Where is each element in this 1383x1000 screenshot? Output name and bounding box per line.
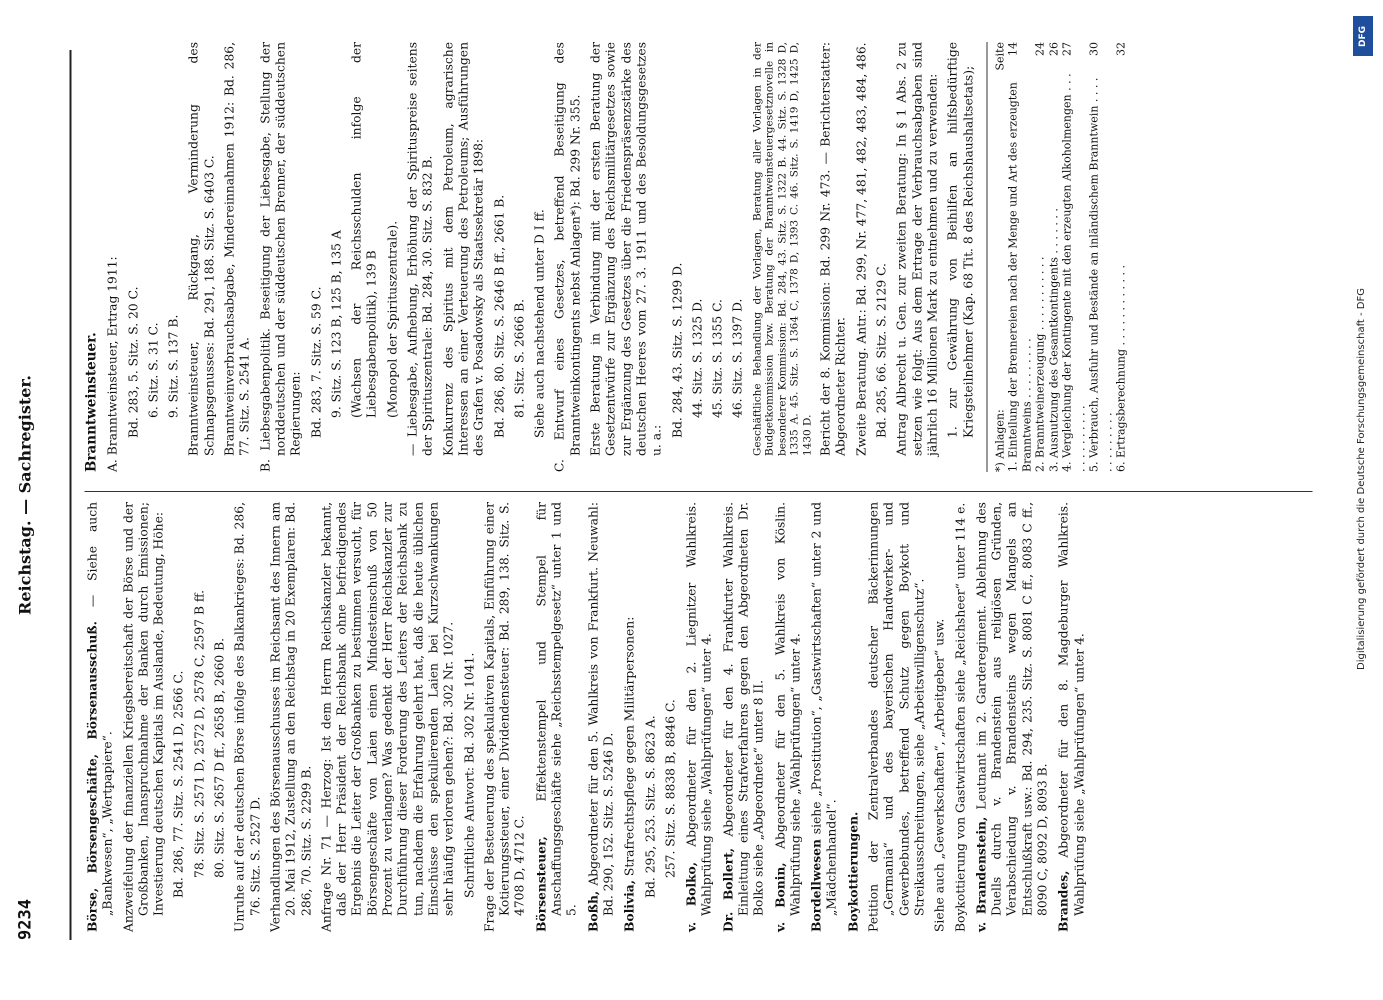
header-rule (70, 50, 72, 940)
entry-text: Abgeordneter für den 5. Wahlkreis von Frankfurt. Neuwahl: Bd. 290, 152. Sitz. S. 5246 D. (586, 502, 616, 916)
entry-text: — Liebesgabe, Aufhebung, Erhöhung der Spirituspreise seitens der Spirituszentrale: Bd. 284, 30. Sitz. S. 832 B. (405, 42, 435, 456)
index-entry (953, 502, 968, 932)
entry-keyword: Bolivia, (621, 879, 637, 932)
entry-keyword: Boykottierungen. (845, 811, 861, 932)
index-entry (192, 502, 207, 932)
index-entry (329, 42, 344, 472)
index-entry (187, 42, 218, 472)
footnote-items (1007, 42, 1129, 472)
index-entry (172, 502, 187, 932)
entry-keyword: Dr. Bollert, (720, 847, 736, 932)
side-credit (1350, 10, 1376, 990)
index-entry (720, 502, 767, 932)
index-entry (684, 502, 716, 932)
entry-text: — Siehe auch „Bankwesen“, „Wertpapiere“. (85, 502, 115, 916)
index-entry (258, 42, 304, 472)
entry-text: A. Branntweinsteuer, Ertrag 1911: (105, 256, 120, 472)
index-entry (690, 42, 705, 472)
index-entry (553, 42, 584, 472)
entry-text: Siehe auch nachstehend unter D I ff. (532, 209, 547, 438)
footnote-title: *) Anlagen: (993, 409, 1007, 472)
entry-text: 46. Sitz. S. 1397 D. (730, 298, 745, 418)
entry-text: 80. Sitz. S. 2657 D ff., 2658 B, 2660 B. (212, 637, 227, 878)
index-entry (106, 42, 121, 472)
index-entry (213, 502, 228, 932)
footnote-item-text: 5. Verbrauch, Ausfuhr und Bestände an inländischem Branntwein . . . . . . . . . . . . . (1087, 77, 1115, 472)
footnote-item-text: 1. Einteilung der Brennereien nach der Menge und Art des erzeugten Branntweins . . . . . . . . . (1006, 82, 1034, 472)
entry-keyword: Boßh, (585, 890, 601, 932)
footnote-item (1088, 42, 1115, 472)
index-entry (589, 42, 665, 472)
footnote-item (1034, 42, 1048, 472)
footnote-seite: Seite (993, 42, 1007, 71)
index-entry (233, 502, 264, 932)
footnote-item (1061, 42, 1088, 472)
index-entry (622, 502, 638, 932)
page-number: 9234 (15, 899, 36, 940)
entry-text: 78. Sitz. S. 2571 D, 2572 D, 2578 C, 2597 B ff. (192, 589, 207, 878)
index-entry (462, 502, 477, 932)
entry-text: Anfrage Nr. 71 — Herzog: Ist dem Herrn Reichskanzler bekannt, daß der Herr Präsident der Reichsbank ohne befriedigendes Ergebnis die Leiter der Großbanken zu bestimmen versucht, für Börsengeschäfte von Laien einen Mindesteinschuß von 50 Prozent zu verlangen? Was gedenkt der Herr Reichskanzler zur Durchführung dieser Forderung des Leiters der Reichsbank zu tun, nachdem die Erfahrung gelehrt hat, daß die heute üblichen Einschüsse den spekulierenden Laien bei Kurzschwankungen sehr häufig verloren gehen?: Bd. 302 Nr. 1027. (319, 502, 456, 932)
index-entry (268, 502, 314, 932)
entry-text: Strafrechtspflege gegen Militärpersonen: (622, 616, 637, 880)
footnote-item-page: 32 (1114, 42, 1128, 56)
entry-text: Bd. 286, 80. Sitz. S. 2646 B ff., 2661 B. (492, 194, 507, 438)
index-entry (441, 42, 487, 472)
index-entry (512, 42, 527, 472)
entry-text: C. Entwurf eines Gesetzes, betreffend Beseitigung des Branntweinkontingents nebst Anlagen*): Bd. 299 Nr. 355. (552, 42, 583, 472)
index-entry (670, 42, 685, 472)
index-entry (533, 502, 580, 932)
index-entry (711, 42, 726, 472)
footnote (986, 42, 1128, 472)
entry-keyword: Bordellwesen (808, 839, 824, 932)
footnote-item-page: 14 (1006, 42, 1020, 56)
entry-text: Siehe auch „Gewerkschaften“, „Arbeitgeber“ usw. (932, 618, 947, 932)
entry-text: Bd. 285, 66. Sitz. S. 2129 C. (874, 263, 889, 438)
section-heading: Branntweinsteuer. (83, 332, 100, 472)
index-entry (772, 502, 804, 932)
index-entry (350, 42, 381, 472)
index-entry (126, 42, 141, 472)
index-entry (643, 502, 658, 932)
dfg-credit-text: Digitalisierung gefördert durch die Deutsche Forschungsgemeinschaft - DFG (1356, 287, 1367, 670)
footnote-item-page: 27 (1060, 42, 1074, 56)
footnote-item-text: 3. Ausnutzung des Gesamtkontingents . . . . . . . (1047, 208, 1061, 472)
footnote-item-text: 4. Vergleichung der Kontingente mit den erzeugten Alkoholmengen . . . . . . . . . . . . . (1060, 73, 1088, 472)
index-entry (933, 502, 948, 932)
entry-text: Zweite Beratung. Antr.: Bd. 299, Nr. 477, 481, 482, 483, 484, 486. (854, 42, 869, 456)
entry-text: 1. zur Gewährung von Beihilfen an hilfsbedürftige Kriegsteilnehmer (Kap. 68 Tit. 8 des Reichshaushaltsetats); (945, 42, 976, 438)
entry-text: Branntweinsteuer, Rückgang, Verminderung des Schnapsgenusses: Bd. 291, 188. Sitz. S. 6403 C. (186, 42, 217, 456)
entry-text: Unruhe auf der deutschen Börse infolge des Balkankrieges: Bd. 286, 76. Sitz. S. 2527 D. (232, 502, 263, 932)
entry-text: 81. Sitz. S. 2666 B. (512, 298, 527, 418)
entry-text: siehe „Prostitution“, „Gastwirtschaften“ unter 2 und „Mädchenhandel“. (809, 502, 839, 916)
entry-text: Abgeordneter für den 5. Wahlkreis von Köslin. Wahlprüfung siehe „Wahlprüfungen“ unter 4. (773, 501, 803, 916)
running-title: Reichstag. — Sachregister. (15, 375, 35, 615)
entry-text: Leutnant im 2. Garderegiment. Ablehnung des Duells durch v. Brandenstein aus religiösen Gründen, Verabschiedung v. Brandensteins wegen Mangels an Entschlußkraft usw.: Bd. 294, 235. Sitz. S. 8081 C ff., 8083 C ff., 8090 C, 8092 D, 8093 B. (974, 502, 1050, 916)
entry-text: Erste Beratung in Verbindung mit der ersten Beratung der Gesetzentwürfe zur Ergänzung des Reichsmilitärgesetzes sowie zur Ergänzung des Gesetzes über die Friedenspräsenzstärke des deutschen Heeres vom 27. 3. 1911 und des Besoldungsgesetzes u. a.: (588, 42, 664, 456)
index-entry (146, 42, 161, 472)
index-entry (309, 42, 324, 472)
entry-text: Petition der Zentralverbandes deutscher Bäckerinnungen „Germania“ und des bayerischen Handwerker- und Gewerbebundes, betreffend Schutz gegen Boykott und Streikausschreitungen, siehe „Arbeitswilligenschutz“. (866, 502, 927, 932)
index-entry (223, 42, 254, 472)
footnote-item-page: 26 (1047, 42, 1061, 56)
entry-text: 6. Sitz. S. 31 C. (146, 322, 161, 418)
rotated-document-page (0, 20, 1383, 980)
index-entry (482, 502, 528, 932)
index-entry (663, 502, 678, 932)
index-entry (751, 42, 814, 472)
index-entry (854, 42, 869, 472)
index-entry (809, 502, 841, 932)
index-entry (819, 42, 850, 472)
entry-keyword: v. Bonin, (772, 862, 788, 932)
right-column (85, 42, 1129, 472)
entry-text: 9. Sitz. S. 123 B, 125 B, 135 A (329, 230, 344, 418)
column-divider (85, 491, 1313, 492)
footnote-item (1115, 42, 1129, 472)
entry-keyword: Börsensteuer, (533, 836, 549, 932)
entry-text: (Monopol der Spirituszentrale). (385, 220, 400, 418)
footnote-item (1047, 42, 1061, 472)
entry-keyword: Börse, Börsengeschäfte, Börsenausschuß. (84, 621, 100, 932)
index-entry (121, 502, 167, 932)
entry-text: Verhandlungen des Börsenausschusses im Reichsamt des Innern am 20. Mai 1912, Zustellung an den Reichstag in 20 Exemplaren: Bd. 286, 70. Sitz. S. 2299 B. (268, 502, 314, 932)
entry-text: Abgeordneter für den 4. Frankfurter Wahlkreis. Einleitung eines Strafverfahrens gegen den Abgeordneten Dr. Bolko siehe „Abgeordnete“ unter 8 II. (721, 502, 766, 916)
entry-text: 9. Sitz. S. 137 B. (166, 314, 181, 418)
entry-text: Bericht der 8. Kommission: Bd. 299 Nr. 473. — Berichterstatter: Abgeordneter Richter. (818, 42, 848, 456)
entry-keyword: Brandes, (1055, 870, 1071, 932)
entry-text: Branntweinverbrauchsabgabe, Mindereinnahmen 1912: Bd. 286, 77. Sitz. S. 2541 A. (222, 42, 252, 456)
index-entry (867, 502, 928, 932)
entry-keyword: v. Brandenstein, (973, 816, 989, 932)
index-entry (845, 502, 861, 932)
entry-text: Geschäftliche Behandlung der Vorlagen, Beratung aller Vorlagen in der Budgetkommission bzw. Beratung der Branntweinsteuergesetznovelle in besonderer Kommission: Bd. 284, 43. Sitz. S. 1322 B. 44. Sitz. S. 1328 D, 1335 A. 45. Sitz. S. 1364 C, 1378 D, 1393 C. 46. Sitz. S. 1419 D, 1425 D, 1430 D. (751, 42, 814, 456)
entry-text: Abgeordneter für den 2. Liegnitzer Wahlkreis. Wahlprüfung siehe „Wahlprüfungen“ unter 4. (684, 502, 714, 916)
index-entry (167, 42, 182, 472)
entry-text: Schriftliche Antwort: Bd. 302 Nr. 1041. (462, 652, 477, 898)
index-entry (731, 42, 746, 472)
entry-text: Frage der Besteuerung des spekulativen Kapitals, Einführung einer Kotierungssteuer, einer Dividendensteuer: Bd. 289, 138. Sitz. S. 4708 D, 4712 C. (482, 502, 527, 932)
entry-text: Bd. 286, 77. Sitz. S. 2541 D, 2566 C. (171, 670, 186, 898)
footnote-item-text: 2. Branntweinerzeugung . . . . . . . . . . . (1033, 256, 1047, 472)
index-entry (895, 42, 941, 472)
entry-text: 45. Sitz. S. 1355 C. (710, 299, 725, 418)
entry-text: Konkurrenz des Spiritus mit dem Petroleum, agrarische Interessen an einer Verteuerung des Petroleums; Ausführungen des Grafen v. Posadowsky als Staatssekretär 1898: (441, 42, 486, 456)
entry-text: Boykottierung von Gastwirtschaften siehe „Reichsheer“ unter 114 e. (953, 502, 968, 932)
entry-text: Abgeordneter für den 8. Magdeburger Wahlkreis. Wahlprüfung siehe „Wahlprüfungen“ unter 4. (1056, 502, 1087, 916)
footnote-item-page: 30 (1087, 42, 1101, 56)
entry-text: Bd. 283, 5. Sitz. S. 20 C. (126, 286, 141, 438)
index-entry (406, 42, 437, 472)
index-entry (85, 502, 117, 932)
entry-text: Antrag Albrecht u. Gen. zur zweiten Beratung: In § 1 Abs. 2 zu setzen wie folgt: Aus dem Ertrage der Verbrauchsabgaben sind jährlich 16 Millionen Mark zu entnehmen und zu verwenden: (894, 42, 940, 456)
index-entry (1056, 502, 1088, 932)
entry-text: (Wachsen der Reichsschulden infolge der Liebesgabenpolitik), 139 B (349, 42, 379, 418)
entry-text: 44. Sitz. S. 1325 D. (690, 298, 705, 418)
index-entry (533, 42, 548, 472)
footnote-item-page: 24 (1033, 42, 1047, 56)
entry-text: Bd. 295, 253. Sitz. S. 8623 A. (643, 715, 657, 898)
left-column (85, 502, 1093, 932)
index-entry (492, 42, 507, 472)
footnote-item-text: 6. Ertragsberechnung . . . . . . . . . . . . (1114, 265, 1128, 472)
entry-text: Bd. 284, 43. Sitz. S. 1299 D. (670, 262, 684, 438)
entry-text: Effektenstempel und Stempel für Anschaffungsgeschäfte siehe „Reichsstempelgesetz“ unter 1 und 5. (534, 502, 579, 916)
dfg-logo: DFG (1353, 16, 1373, 56)
entry-text: B. Liebesgabenpolitik. Beseitigung der Liebesgabe, Stellung der norddeutschen und der süddeutschen Brenner, der süddeutschen Regierungen: (258, 42, 303, 472)
index-entry (319, 502, 457, 932)
index-entry (946, 42, 977, 472)
entry-text: Anzweifelung der finanziellen Kriegsbereitschaft der Börse und der Großbanken, Inanspruchnahme der Banken durch Emissionen; Investierung deutschen Kapitals im Auslande, Bedeutung, Höhe: (121, 502, 166, 932)
entry-text: Bd. 283, 7. Sitz. S. 59 C. (309, 286, 324, 438)
entry-keyword: v. Bolko, (683, 861, 699, 932)
index-entry (585, 502, 617, 932)
page-header (16, 50, 56, 940)
index-entry (385, 42, 400, 472)
index-entry (973, 502, 1050, 932)
footnote-item (1007, 42, 1034, 472)
index-entry (875, 42, 890, 472)
right-entries (106, 42, 977, 472)
entry-text: 257. Sitz. S. 8838 B, 8846 C. (663, 699, 678, 878)
